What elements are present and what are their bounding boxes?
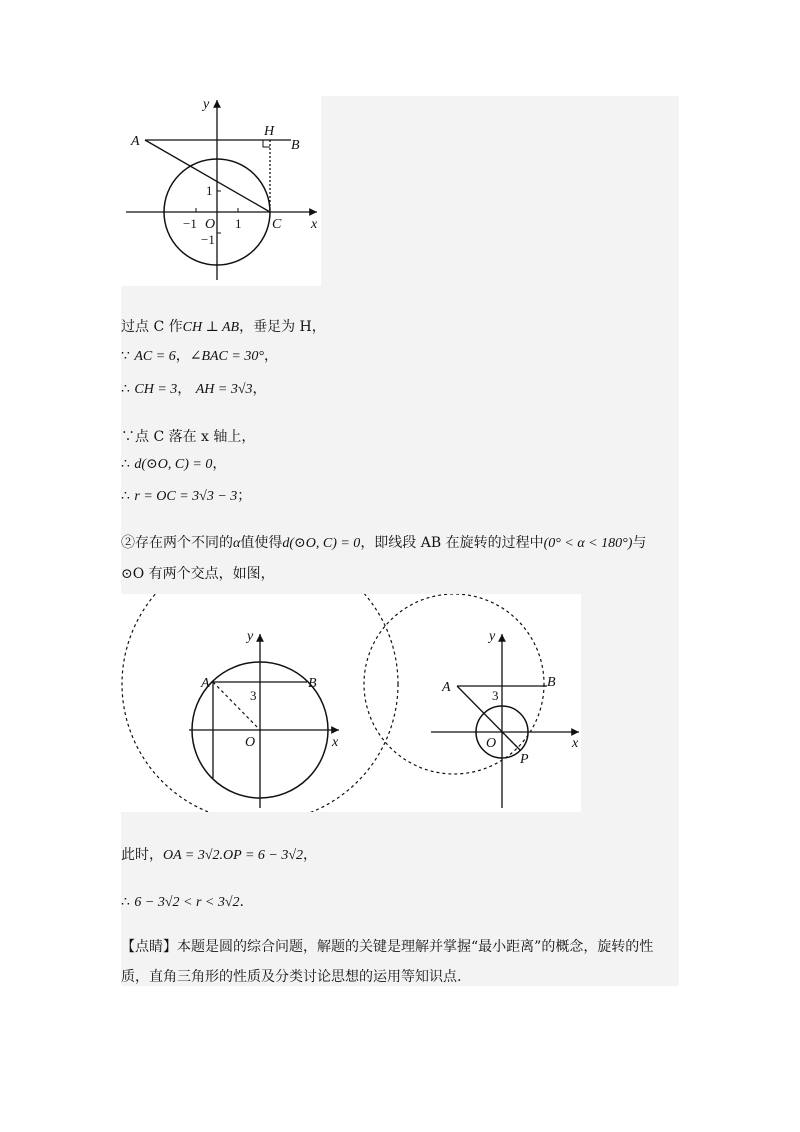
therefore-sign: ∴: [121, 381, 130, 397]
line-6-math: r = OC = 3√3 − 3: [134, 489, 238, 504]
line-2-math-2: ∠BAC = 30°: [189, 349, 264, 364]
line-3-tail: ，: [252, 381, 267, 397]
tick-label-yneg1: −1: [201, 232, 215, 247]
after-line-2: [121, 893, 244, 912]
therefore-sign: ∴: [121, 894, 130, 910]
tick-label-y1: 1: [206, 183, 213, 198]
part2-condition: d(⊙O, C) = 0: [282, 536, 361, 551]
right-label-x: x: [572, 736, 579, 751]
segment-ac: [145, 140, 270, 212]
line-3-math-2: AH = 3√3: [195, 382, 253, 397]
right-label-a: A: [442, 680, 451, 695]
line-2-sep: ，: [175, 348, 190, 364]
comment-paragraph: 【点睛】本题是圆的综合问题，解题的关键是理解并掌握“最小距离”的概念，旋转的性质，直角三角形的性质及分类讨论思想的运用等知识点.: [121, 939, 654, 985]
right-label-y: y: [489, 629, 496, 644]
figure-2-svg: [121, 594, 581, 812]
left-label-o: O: [245, 735, 256, 750]
part2-text-d: 与: [632, 535, 647, 551]
line-2-math-1: AC = 6: [134, 349, 176, 364]
line-2: [121, 347, 278, 366]
line-1-text: 过点 C 作: [121, 319, 183, 335]
right-angle-mark: [263, 140, 270, 147]
part2-text-b: 值使得: [240, 535, 283, 551]
after-tail-1: ，: [303, 847, 318, 863]
therefore-sign: ∴: [121, 456, 130, 472]
tick-label-1: 1: [235, 216, 242, 231]
therefore-sign: ∴: [121, 488, 130, 504]
left-label-3: 3: [250, 688, 257, 703]
right-label-o: O: [486, 736, 497, 751]
line-6-tail: ；: [237, 488, 252, 504]
part2-text-a: ②存在两个不同的: [121, 535, 233, 551]
alpha-symbol: α: [233, 536, 241, 551]
part2-text-c: ，即线段 AB 在旋转的过程中: [360, 535, 544, 551]
line-5: [121, 455, 226, 474]
after-math-2: 6 − 3√2 < r < 3√2: [134, 895, 240, 910]
line-3-math-1: CH = 3: [134, 382, 178, 397]
line-5-tail: ，: [212, 456, 227, 472]
line-1-tail: ，垂足为 H，: [239, 319, 326, 335]
because-sign: ∵: [121, 348, 130, 364]
line-3: [121, 380, 267, 399]
part2-range: (0° < α < 180°): [543, 536, 633, 551]
label-c: C: [272, 217, 282, 232]
label-a: A: [131, 134, 140, 149]
label-x: x: [311, 217, 318, 232]
figure-2: [121, 594, 581, 812]
line-1: [121, 318, 326, 337]
left-label-a: A: [201, 676, 210, 691]
after-text-1: 此时，: [121, 847, 163, 863]
after-tail-2: .: [239, 894, 244, 910]
after-math-1: OA = 3√2.OP = 6 − 3√2: [163, 848, 304, 863]
right-label-b: B: [547, 675, 556, 690]
left-label-x: x: [332, 735, 339, 750]
line-6: [121, 487, 251, 506]
part2-line-2: ⊙O 有两个交点，如图，: [121, 566, 275, 582]
line-4: ∵点 C 落在 x 轴上，: [121, 429, 256, 445]
figure-1: [121, 96, 321, 286]
label-b: B: [291, 138, 300, 153]
after-line-1: [121, 846, 317, 865]
line-5-math: d(⊙O, C) = 0: [134, 457, 213, 472]
left-label-y: y: [247, 629, 254, 644]
label-y: y: [203, 97, 210, 112]
line-3-sep: ，: [177, 381, 192, 397]
left-label-b: B: [308, 676, 317, 691]
label-o: O: [205, 217, 216, 232]
part2-line-1: [121, 534, 646, 553]
tick-label-neg1: −1: [183, 216, 197, 231]
line-1-math: CH ⊥ AB: [182, 320, 240, 335]
right-label-3: 3: [492, 688, 499, 703]
label-h: H: [264, 124, 275, 139]
line-2-tail: ，: [263, 348, 278, 364]
right-label-p: P: [520, 752, 529, 767]
figure-1-svg: [121, 96, 321, 286]
